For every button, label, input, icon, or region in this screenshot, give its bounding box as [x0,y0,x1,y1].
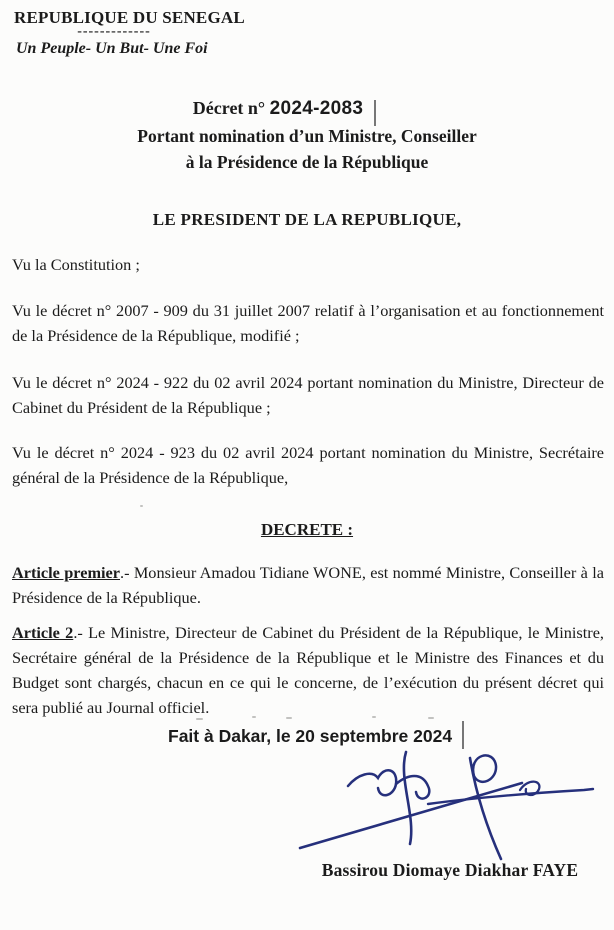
article-text: .- Monsieur Amadou Tidiane WONE, est nommé Ministre, Conseiller à la Présidence de la République. [12,563,604,607]
letterhead-separator: ------------- [77,24,151,39]
letterhead-country: REPUBLIQUE DU SENEGAL [14,8,245,27]
scan-artifact [286,717,292,719]
decree-title-line [0,98,614,120]
decree-number: 2024-2083 [269,98,364,119]
signatory-name: Bassirou Diomaye Diakhar FAYE [321,860,579,880]
decree-label: Décret n° [192,98,266,118]
scan-artifact [252,716,256,718]
scan-artifact [196,718,203,720]
decree-enacting-heading: DECRETE : [260,520,354,539]
decree-subtitle-line2: à la Présidence de la République [185,152,429,172]
scan-artifact [372,716,376,718]
article-lead: Article premier [12,563,120,582]
article-paragraph [12,620,604,720]
article-text: .- Le Ministre, Directeur de Cabinet du Président de la République, le Ministre, Secrétaire général de la Présidence de la République et le Ministre des Finances et du Budget sont chargés, chacun en ce qui le concerne, de l’exécution du présent décret qui sera publié au Journal officiel. [12,623,604,717]
authority-heading: LE PRESIDENT DE LA REPUBLIQUE, [152,210,462,229]
signature-ink [288,746,600,862]
visa-paragraph: Vu le décret n° 2024 - 922 du 02 avril 2024 portant nomination du Ministre, Directeur de Cabinet du Président de la République ; [12,373,604,417]
article-paragraph [12,560,604,610]
dateline: Fait à Dakar, le 20 septembre 2024 [168,726,453,746]
scan-cursor-mark [374,100,376,126]
scan-cursor-mark [462,721,464,749]
letterhead-motto: Un Peuple- Un But- Une Foi [16,40,208,57]
scan-artifact [428,717,434,719]
visa-paragraph: Vu la Constitution ; [12,255,140,274]
visa-paragraph: Vu le décret n° 2024 - 923 du 02 avril 2024 portant nomination du Ministre, Secrétaire général de la Présidence de la République, [12,443,604,487]
visa-paragraph: Vu le décret n° 2007 - 909 du 31 juillet 2007 relatif à l’organisation et au fonctionnement de la Présidence de la République, modifié ; [12,301,604,345]
article-lead: Article 2 [12,623,74,642]
scan-artifact [140,505,143,507]
decree-subtitle-line1: Portant nomination d’un Ministre, Conseiller [137,126,477,146]
